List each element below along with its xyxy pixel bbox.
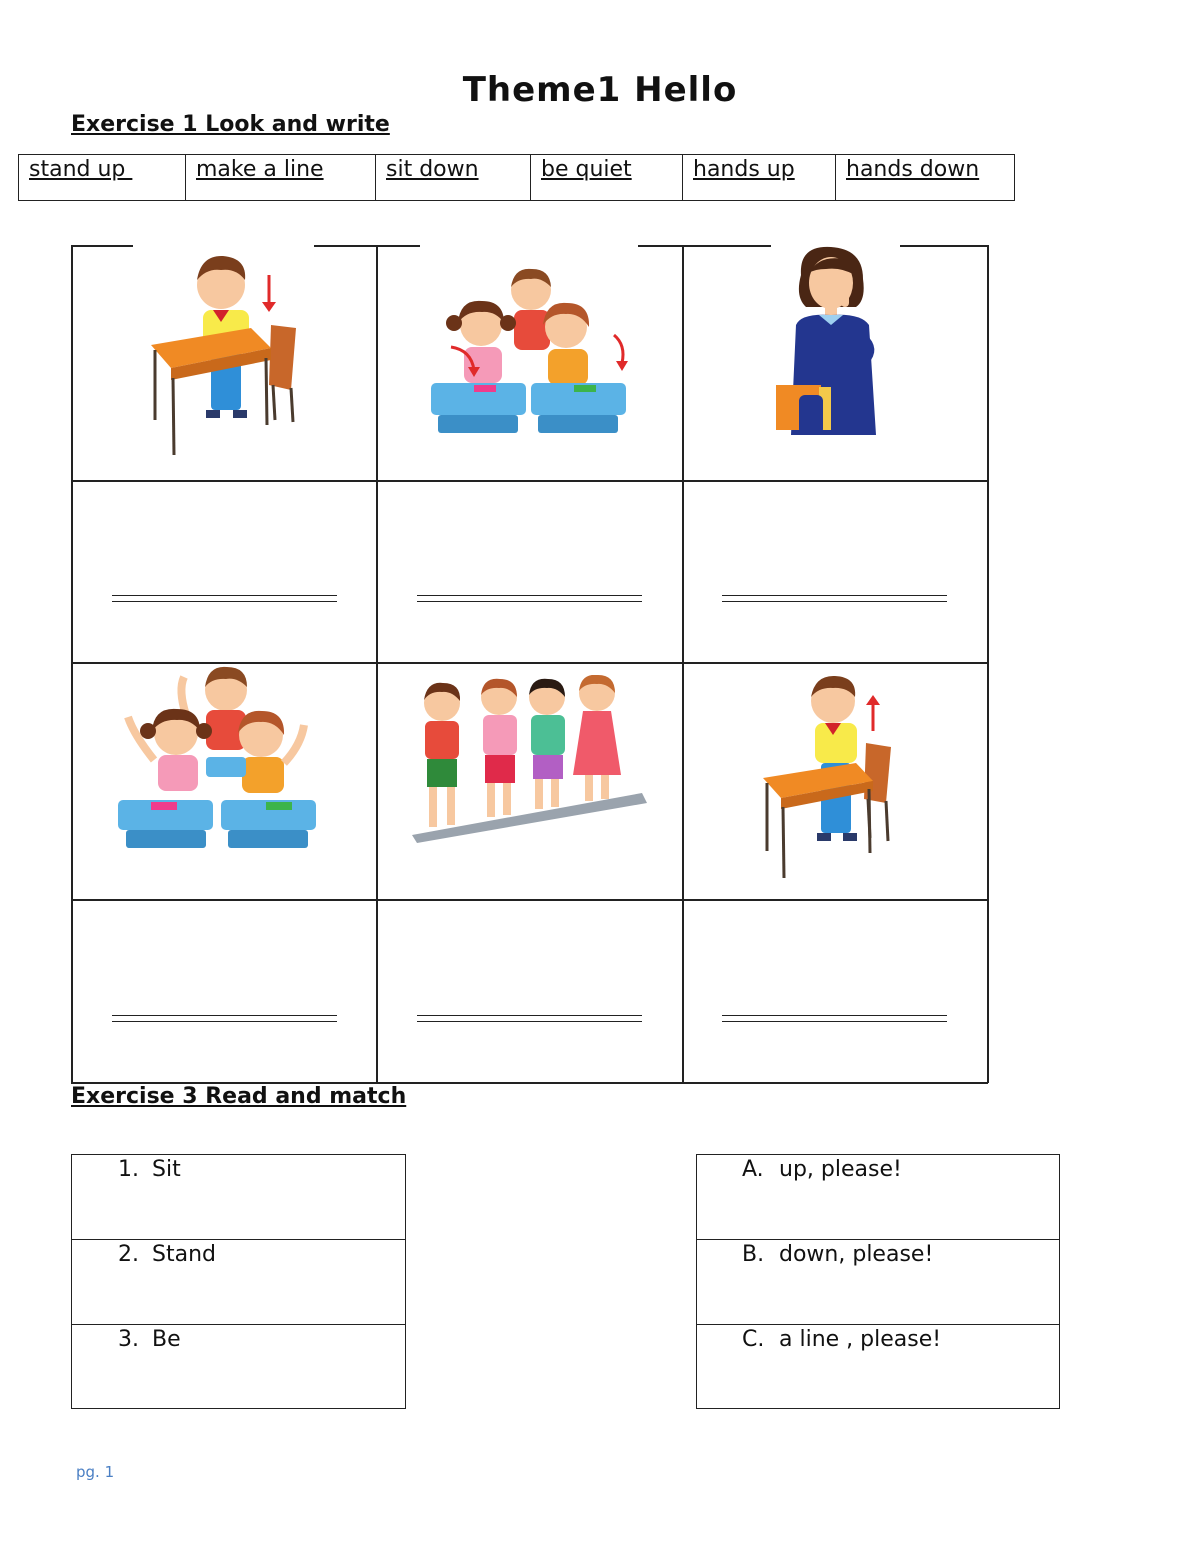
match-left-item[interactable]: [72, 1240, 405, 1325]
item-text: Be: [152, 1327, 181, 1352]
answer-line-3[interactable]: [722, 595, 947, 602]
answer-line-4[interactable]: [112, 1015, 337, 1022]
item-number: 2.: [118, 1242, 139, 1267]
word-bank: [18, 154, 1015, 201]
word-bank-item: make a line: [186, 155, 376, 200]
answer-line-6[interactable]: [722, 1015, 947, 1022]
item-text: a line , please!: [779, 1327, 942, 1352]
item-letter: A.: [742, 1157, 764, 1182]
match-right-column: [696, 1154, 1060, 1409]
answer-line-2[interactable]: [417, 595, 642, 602]
item-number: 1.: [118, 1157, 139, 1182]
answer-line-5[interactable]: [417, 1015, 642, 1022]
match-right-item[interactable]: [697, 1155, 1059, 1240]
word-bank-item: hands up: [683, 155, 836, 200]
word-bank-item: hands down: [846, 157, 980, 182]
item-letter: C.: [742, 1327, 765, 1352]
item-text: Stand: [152, 1242, 216, 1267]
match-right-item[interactable]: [697, 1240, 1059, 1325]
match-left-item[interactable]: [72, 1155, 405, 1240]
page-title: Theme1 Hello: [462, 70, 738, 110]
word-bank-item: sit down: [376, 155, 531, 200]
boy-sitting-down-picture: [141, 250, 311, 465]
item-letter: B.: [742, 1242, 765, 1267]
exercise1-heading: Exercise 1 Look and write: [71, 112, 390, 137]
match-left-item[interactable]: [72, 1325, 405, 1410]
item-number: 3.: [118, 1327, 139, 1352]
item-text: Sit: [152, 1157, 181, 1182]
exercise3-heading: Exercise 3 Read and match: [71, 1084, 407, 1109]
children-sitting-down-picture: [426, 265, 641, 440]
word-bank-item: be quiet: [531, 155, 683, 200]
page-number: pg. 1: [76, 1463, 115, 1481]
teacher-be-quiet-picture: [771, 245, 896, 440]
item-text: up, please!: [779, 1157, 902, 1182]
word-bank-item: stand up: [19, 155, 186, 200]
match-right-item[interactable]: [697, 1325, 1059, 1410]
children-hands-up-picture: [116, 665, 316, 855]
answer-line-1[interactable]: [112, 595, 337, 602]
boy-standing-up-picture: [761, 673, 911, 883]
item-text: down, please!: [779, 1242, 934, 1267]
look-and-write-grid: [71, 245, 988, 1083]
match-left-column: [71, 1154, 406, 1409]
children-make-a-line-picture: [407, 675, 652, 845]
